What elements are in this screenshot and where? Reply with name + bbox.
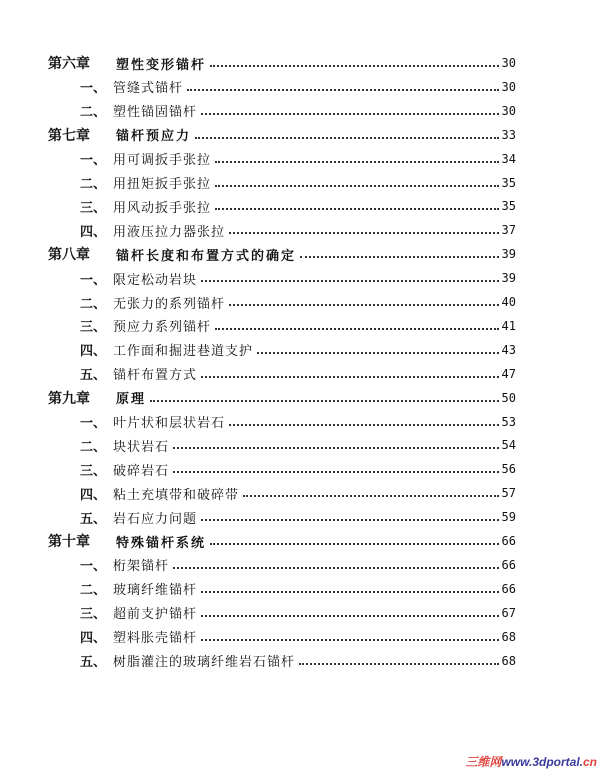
toc-title: 块状岩石: [113, 439, 170, 455]
toc-title: 塑性变形锚杆: [116, 57, 207, 73]
toc-title: 塑性锚固锚杆: [113, 105, 198, 121]
toc-number: 五、: [80, 655, 107, 670]
toc-title: 锚杆长度和布置方式的确定: [116, 248, 297, 264]
toc-chapter-row: [0, 387, 607, 409]
toc-page-number: 56: [501, 462, 516, 477]
toc-page-number: 30: [501, 103, 516, 118]
toc-title: 原理: [116, 392, 147, 408]
toc-page-number: 30: [501, 79, 516, 94]
toc-page-number: 66: [501, 534, 516, 548]
toc-title: 超前支护锚杆: [113, 607, 198, 623]
toc-leader-dots: [195, 137, 499, 139]
toc-number: 三、: [80, 607, 107, 623]
toc-number: 第十章: [48, 534, 90, 550]
toc-number: 五、: [80, 368, 107, 384]
toc-chapter-row: [0, 124, 607, 146]
toc-leader-dots: [187, 89, 499, 91]
toc-number: 第六章: [48, 56, 90, 72]
toc-leader-dots: [215, 161, 499, 163]
toc-number: 四、: [80, 224, 107, 240]
toc-title: 锚杆布置方式: [113, 368, 198, 384]
watermark-logo: [465, 753, 597, 770]
toc-page-number: 57: [501, 486, 516, 501]
toc-leader-dots: [173, 567, 499, 569]
toc-page-number: 67: [501, 605, 516, 620]
toc-number: 二、: [80, 177, 107, 192]
toc-section-row: [0, 100, 607, 122]
toc-leader-dots: [210, 65, 499, 67]
toc-section-row: [0, 554, 607, 576]
toc-title: 特殊锚杆系统: [116, 535, 207, 551]
toc-section-row: [0, 506, 607, 528]
toc-leader-dots: [300, 256, 499, 258]
toc-title: 锚杆预应力: [116, 129, 192, 145]
toc-page-number: 43: [501, 342, 516, 357]
toc-number: 二、: [80, 105, 107, 121]
toc-leader-dots: [299, 663, 499, 665]
toc-section-row: [0, 339, 607, 361]
watermark-tld: cn: [582, 755, 597, 769]
toc-section-row: [0, 219, 607, 241]
toc-section-row: [0, 76, 607, 98]
toc-number: 三、: [80, 200, 107, 216]
toc-number: 一、: [80, 153, 107, 169]
toc-number: 第九章: [48, 390, 90, 407]
toc-number: 一、: [80, 81, 107, 97]
toc-leader-dots: [210, 543, 499, 545]
toc-title: 树脂灌注的玻璃纤维岩石锚杆: [113, 655, 296, 670]
toc-number: 四、: [80, 631, 107, 647]
toc-section-row: [0, 434, 607, 456]
toc-section-row: [0, 578, 607, 600]
toc-section-row: [0, 482, 607, 504]
toc-title: 玻璃纤维锚杆: [113, 583, 198, 599]
toc-number: 第七章: [48, 127, 90, 144]
toc-number: 四、: [80, 344, 107, 360]
toc-page-number: 47: [501, 366, 516, 381]
toc-number: 第八章: [48, 247, 90, 264]
toc-leader-dots: [229, 424, 499, 426]
toc-section-row: [0, 291, 607, 313]
toc-leader-dots: [201, 376, 499, 378]
toc-leader-dots: [257, 352, 499, 354]
toc-title: 限定松动岩块: [113, 272, 198, 288]
toc-leader-dots: [243, 495, 499, 497]
toc-section-row: [0, 602, 607, 624]
toc-number: 一、: [80, 416, 107, 431]
toc-section-row: [0, 148, 607, 170]
toc-leader-dots: [173, 471, 499, 473]
toc-title: 无张力的系列锚杆: [113, 296, 226, 312]
toc-leader-dots: [215, 328, 499, 330]
toc-page-number: 37: [501, 223, 516, 238]
toc-page-number: 68: [501, 629, 516, 644]
toc-number: 四、: [80, 487, 107, 503]
toc-leader-dots: [201, 615, 499, 617]
toc-page-number: 39: [501, 271, 516, 286]
toc-title: 用液压拉力器张拉: [113, 224, 226, 240]
toc-page-number: 33: [501, 127, 516, 142]
toc-section-row: [0, 267, 607, 289]
toc-leader-dots: [215, 208, 499, 210]
toc-page-number: 41: [501, 318, 516, 333]
toc-page-number: 34: [501, 151, 516, 166]
toc-title: 粘土充填带和破碎带: [113, 487, 240, 503]
toc-page-number: 39: [501, 247, 516, 262]
toc-leader-dots: [215, 185, 499, 187]
toc-chapter-row: [0, 243, 607, 265]
watermark-en: www.3dportal.: [501, 755, 583, 769]
toc-chapter-row: [0, 52, 607, 74]
toc-page-number: 35: [501, 175, 516, 190]
toc-number: 三、: [80, 320, 107, 336]
toc-number: 一、: [80, 559, 107, 575]
toc-number: 二、: [80, 296, 107, 312]
toc-leader-dots: [201, 639, 499, 641]
toc-page-number: 68: [501, 653, 516, 668]
toc-page-number: 50: [501, 390, 516, 405]
toc-title: 用扭矩扳手张拉: [113, 177, 212, 192]
toc-leader-dots: [201, 591, 499, 593]
toc-page-number: 35: [501, 199, 516, 214]
toc-leader-dots: [173, 447, 499, 449]
watermark-cn: 三维网: [465, 755, 502, 769]
toc-title: 预应力系列锚杆: [113, 320, 212, 336]
toc-title: 塑料胀壳锚杆: [113, 631, 198, 647]
toc-section-row: [0, 650, 607, 672]
toc-chapter-row: [0, 530, 607, 552]
toc-leader-dots: [229, 304, 499, 306]
toc-section-row: [0, 411, 607, 433]
toc-title: 用可调扳手张拉: [113, 153, 212, 169]
toc-title: 桁架锚杆: [113, 559, 170, 575]
toc-section-row: [0, 315, 607, 337]
toc-leader-dots: [201, 280, 499, 282]
toc-number: 一、: [80, 272, 107, 288]
toc-number: 五、: [80, 511, 107, 527]
toc-section-row: [0, 363, 607, 385]
toc-leader-dots: [201, 113, 499, 115]
toc-page-number: 53: [501, 414, 516, 429]
toc-page-number: 66: [501, 557, 516, 572]
toc-number: 二、: [80, 583, 107, 599]
toc-page-number: 30: [501, 56, 516, 70]
toc-title: 叶片状和层状岩石: [113, 416, 226, 431]
toc-number: 三、: [80, 463, 107, 479]
toc-leader-dots: [229, 232, 499, 234]
toc-leader-dots: [150, 400, 499, 402]
toc-leader-dots: [201, 519, 499, 521]
toc-page-number: 40: [501, 295, 516, 309]
toc-title: 岩石应力问题: [113, 511, 198, 527]
toc-section-row: [0, 458, 607, 480]
toc-section-row: [0, 195, 607, 217]
toc-title: 破碎岩石: [113, 463, 170, 479]
toc-section-row: [0, 172, 607, 194]
toc-section-row: [0, 626, 607, 648]
toc-page-number: 66: [501, 581, 516, 596]
toc-title: 用风动扳手张拉: [113, 200, 212, 216]
toc-page-number: 59: [501, 510, 516, 525]
toc-title: 工作面和掘进巷道支护: [113, 344, 254, 360]
toc-number: 二、: [80, 439, 107, 455]
toc-title: 管缝式锚杆: [113, 81, 184, 97]
toc-page-number: 54: [501, 438, 516, 453]
